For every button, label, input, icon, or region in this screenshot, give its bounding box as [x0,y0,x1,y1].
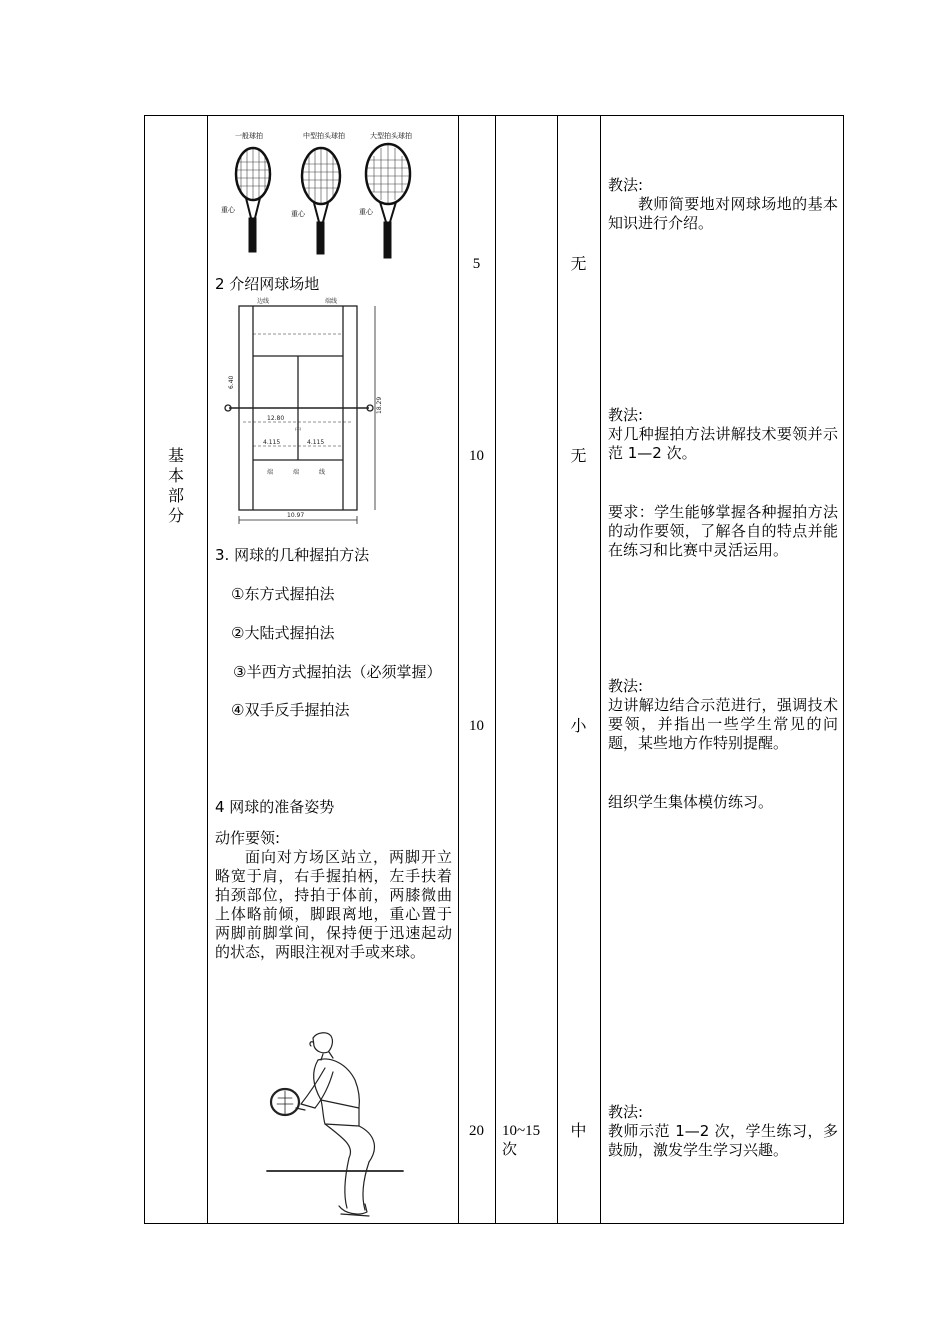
notes-text: 组织学生集体模仿练习。 [608,793,774,811]
section-label-char: 分 [167,506,184,525]
court-side-label: 6.40 [228,375,235,389]
section-label-char: 本 [167,466,184,485]
count-cell: 10~15次 [502,1123,541,1158]
intensity-cell: 无 [570,254,587,273]
racquet-label: 一般球拍 [235,132,263,140]
ready-posture-figure [263,1028,413,1224]
notes-text: 边讲解边结合示范进行，强调技术要领，并指出一些学生常见的问题，某些地方作特别提醒。 [608,696,838,752]
column-divider [600,116,601,1223]
court-area-label: 端 [267,469,274,476]
notes-block [608,406,838,463]
intensity-cell: 无 [570,446,587,465]
court-area-label: 线 [319,469,326,476]
court-side-label: 18.29 [376,396,383,414]
intensity-cell: 中 [570,1121,587,1140]
ready-subheading: 动作要领: [215,829,281,847]
notes-label: 教法: [608,1103,644,1121]
section-label-char: 部 [167,486,184,505]
notes-text: 教师示范 1—2 次，学生练习，多鼓励，激发学生学习兴趣。 [608,1122,838,1159]
notes-label: 教法: [608,176,644,194]
notes-text: 对几种握拍方法讲解技术要领并示范 1—2 次。 [608,425,838,462]
section-label [145,446,207,526]
center-of-gravity-label: 重心 [221,206,235,214]
court-net-label: 12.80 [267,415,285,422]
service-width-label: 4.115 [307,439,325,446]
time-cell: 20 [469,1123,484,1139]
court-diagram [223,294,383,526]
column-divider [495,116,496,1223]
service-width-label: 4.115 [263,439,281,446]
racquet-label: 中型拍头球拍 [303,132,345,140]
notes-block [608,1103,838,1160]
intensity-cell: 小 [570,716,587,735]
section-label-char: 基 [167,446,184,465]
notes-block [608,176,838,233]
notes-block [608,677,838,753]
racquet-oversize [366,144,410,258]
ready-section [215,798,452,962]
time-cell: 5 [472,256,481,272]
column-divider [458,116,459,1223]
grip-section-heading: 3. 网球的几种握拍方法 [215,546,370,564]
court-section-heading: 2 介绍网球场地 [215,275,320,293]
court-top-label: 端线 [325,298,338,305]
racquets-illustration [211,126,431,274]
column-divider [557,116,558,1223]
lesson-plan-table [144,115,844,1224]
notes-label: 教法: [608,406,644,424]
ready-body: 面向对方场区站立，两脚开立略宽于肩，右手握拍柄，左手扶着拍颈部位，持拍于体前，两膝微曲上体略前倾，脚跟离地，重心置于两脚前脚掌间，保持便于迅速起动的状态，两眼注视对手或来球。 [215,848,452,961]
center-of-gravity-label: 重心 [359,208,373,216]
court-area-label: 端 [293,469,300,476]
grip-item: ②大陆式握拍法 [231,624,335,642]
racquet-midsize [302,148,340,254]
grip-item: ③半西方式握拍法（必须掌握） [233,663,442,681]
notes-block [608,793,838,812]
grip-section [215,546,452,720]
court-top-label: 边线 [257,298,270,305]
center-of-gravity-label: 重心 [291,210,305,218]
column-divider [207,116,208,1223]
time-cell: 10 [469,448,484,464]
court-center-mark: 中 [295,427,302,434]
grip-item: ④双手反手握拍法 [231,701,350,719]
notes-text: 教师简要地对网球场地的基本知识进行介绍。 [608,195,838,232]
ready-section-heading: 4 网球的准备姿势 [215,798,335,816]
notes-label: 教法: [608,677,644,695]
racquet-standard [236,148,270,252]
court-bottom-width: 10.97 [287,512,305,519]
time-cell: 10 [469,718,484,734]
grip-item: ①东方式握拍法 [231,585,335,603]
notes-block [608,503,838,560]
racquet-label: 大型拍头球拍 [370,132,412,140]
notes-text: 要求：学生能够掌握各种握拍方法的动作要领，了解各自的特点并能在练习和比赛中灵活运用。 [608,503,838,559]
